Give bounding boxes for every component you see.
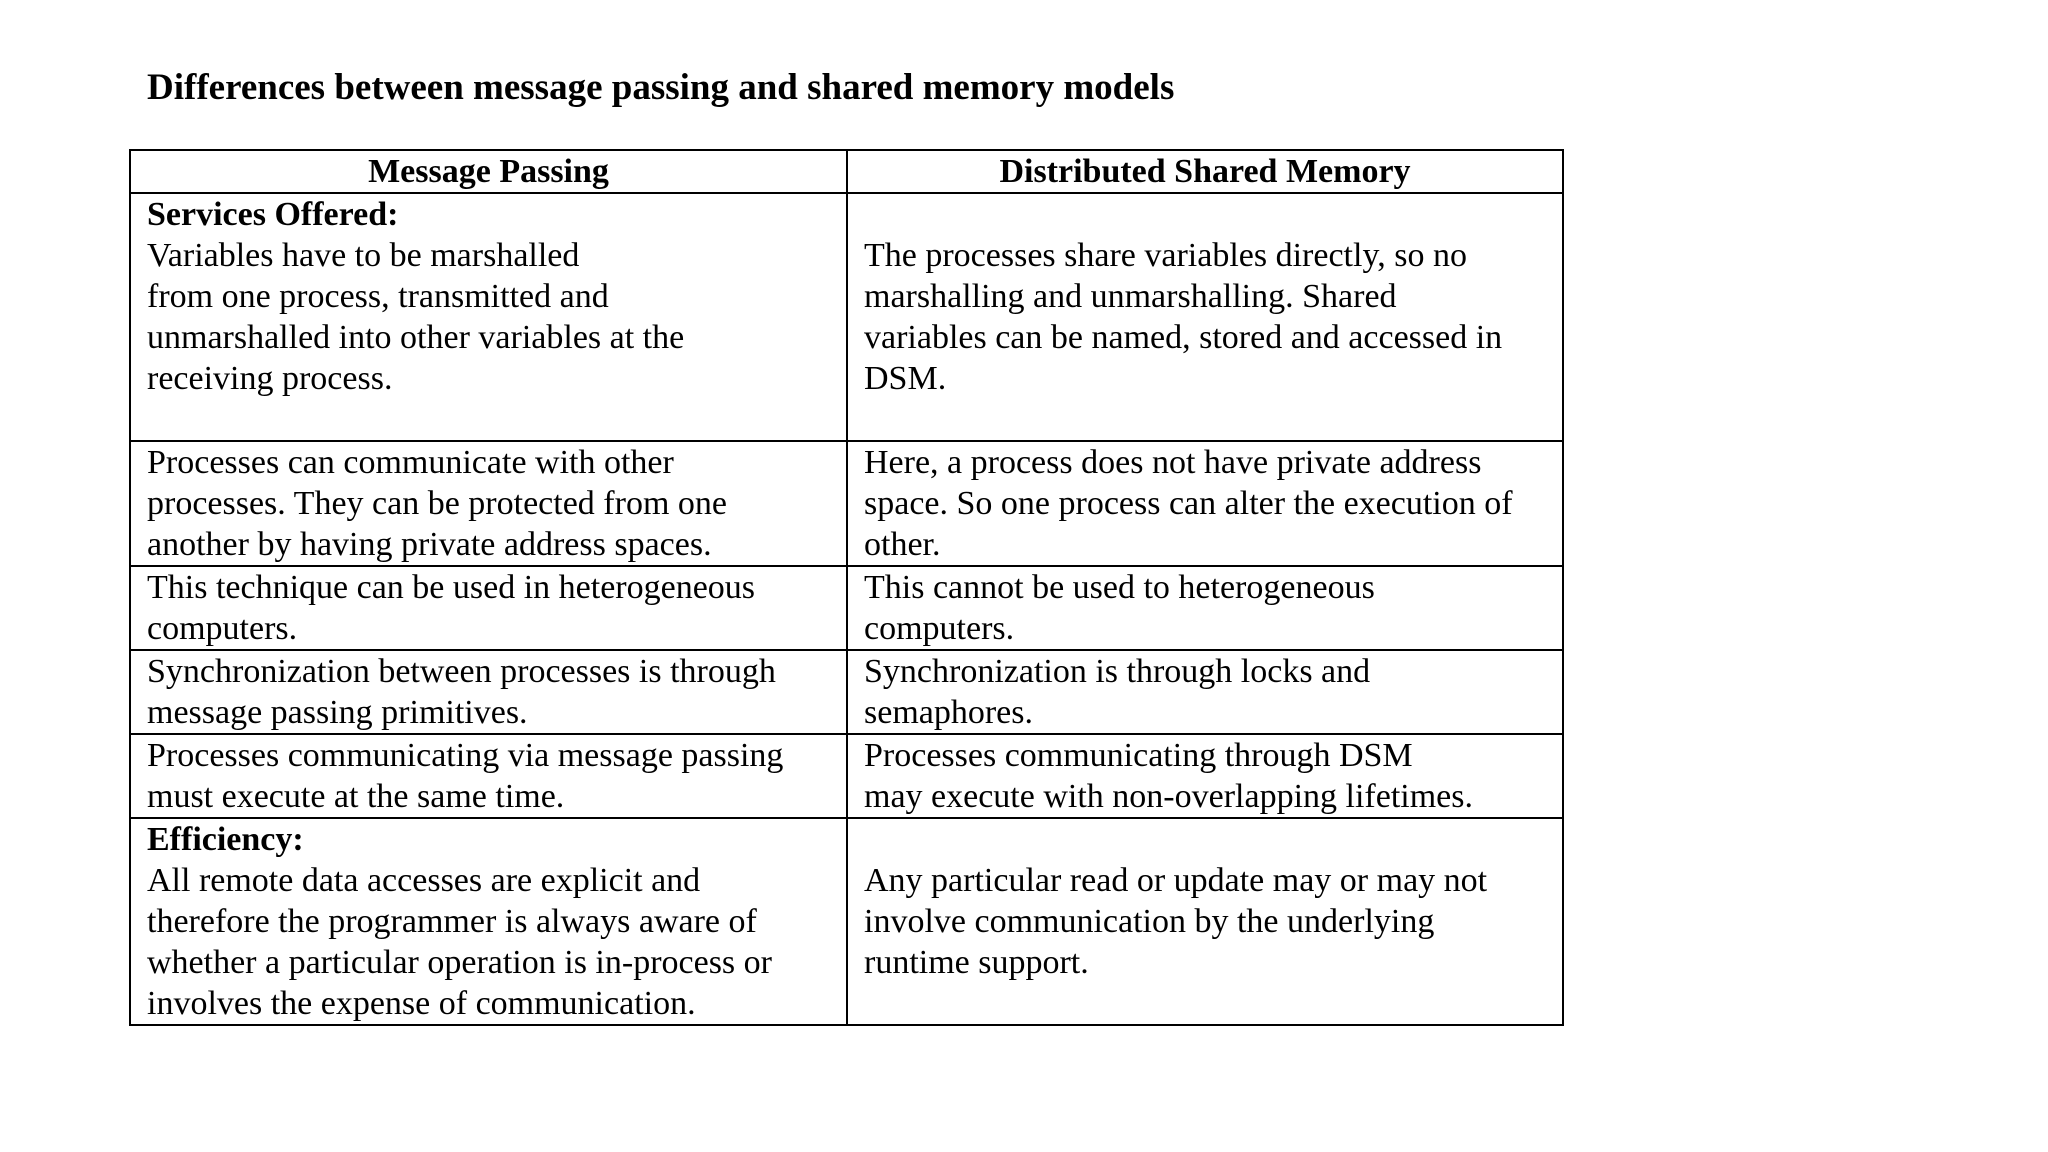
- spacer: [864, 194, 1546, 235]
- cell-message-passing: [130, 566, 847, 650]
- cell-line: involve communication by the underlying: [864, 903, 1435, 940]
- cell-line: receiving process.: [147, 360, 393, 397]
- cell-line: other.: [864, 526, 941, 563]
- cell-message-passing: [130, 818, 847, 1025]
- cell-message-passing: [130, 441, 847, 566]
- cell-line: from one process, transmitted and: [147, 278, 609, 315]
- cell-line: Processes communicating via message passing: [147, 737, 784, 774]
- cell-line: Variables have to be marshalled: [147, 237, 580, 274]
- cell-message-passing: [130, 734, 847, 818]
- cell-line: All remote data accesses are explicit and: [147, 862, 701, 899]
- cell-distributed-shared-memory: [847, 818, 1563, 1025]
- cell-line: involves the expense of communication.: [147, 985, 696, 1022]
- cell-line: Here, a process does not have private address: [864, 444, 1482, 481]
- cell-distributed-shared-memory: [847, 441, 1563, 566]
- table-row: [130, 734, 1563, 818]
- cell-message-passing: [130, 193, 847, 441]
- cell-line: marshalling and unmarshalling. Shared: [864, 278, 1397, 315]
- comparison-table: [129, 149, 1564, 1026]
- cell-line: may execute with non-overlapping lifetimes.: [864, 778, 1473, 815]
- section-heading-services-offered: Services Offered:: [147, 196, 399, 233]
- table-row: [130, 818, 1563, 1025]
- header-message-passing: Message Passing: [130, 150, 847, 193]
- cell-line: Processes communicating through DSM: [864, 737, 1413, 774]
- cell-line: whether a particular operation is in-process or: [147, 944, 772, 981]
- spacer: [864, 819, 1546, 860]
- cell-distributed-shared-memory: [847, 193, 1563, 441]
- cell-line: unmarshalled into other variables at the: [147, 319, 685, 356]
- table-row: [130, 650, 1563, 734]
- cell-line: computers.: [864, 610, 1015, 647]
- cell-line: message passing primitives.: [147, 694, 528, 731]
- cell-line: This cannot be used to heterogeneous: [864, 569, 1375, 606]
- section-heading-efficiency: Efficiency:: [147, 821, 304, 858]
- cell-line: therefore the programmer is always aware of: [147, 903, 757, 940]
- cell-line: variables can be named, stored and accessed in: [864, 319, 1503, 356]
- cell-line: computers.: [147, 610, 298, 647]
- cell-distributed-shared-memory: [847, 734, 1563, 818]
- cell-line: runtime support.: [864, 944, 1089, 981]
- table-row: [130, 566, 1563, 650]
- cell-line: Processes can communicate with other: [147, 444, 674, 481]
- cell-line: Any particular read or update may or may not: [864, 862, 1488, 899]
- cell-line: Synchronization is through locks and: [864, 653, 1371, 690]
- cell-line: processes. They can be protected from one: [147, 485, 727, 522]
- cell-line: space. So one process can alter the execution of: [864, 485, 1513, 522]
- cell-line: semaphores.: [864, 694, 1034, 731]
- table-header-row: [130, 150, 1563, 193]
- document-title: Differences between message passing and shared memory models: [147, 67, 1175, 108]
- cell-message-passing: [130, 650, 847, 734]
- cell-distributed-shared-memory: [847, 566, 1563, 650]
- cell-line: This technique can be used in heterogeneous: [147, 569, 756, 606]
- table-row: [130, 193, 1563, 441]
- table-row: [130, 441, 1563, 566]
- cell-line: Synchronization between processes is through: [147, 653, 776, 690]
- cell-line: another by having private address spaces.: [147, 526, 712, 563]
- header-distributed-shared-memory: Distributed Shared Memory: [847, 150, 1563, 193]
- cell-distributed-shared-memory: [847, 650, 1563, 734]
- cell-line: DSM.: [864, 360, 947, 397]
- cell-line: must execute at the same time.: [147, 778, 565, 815]
- cell-line: The processes share variables directly, so no: [864, 237, 1467, 274]
